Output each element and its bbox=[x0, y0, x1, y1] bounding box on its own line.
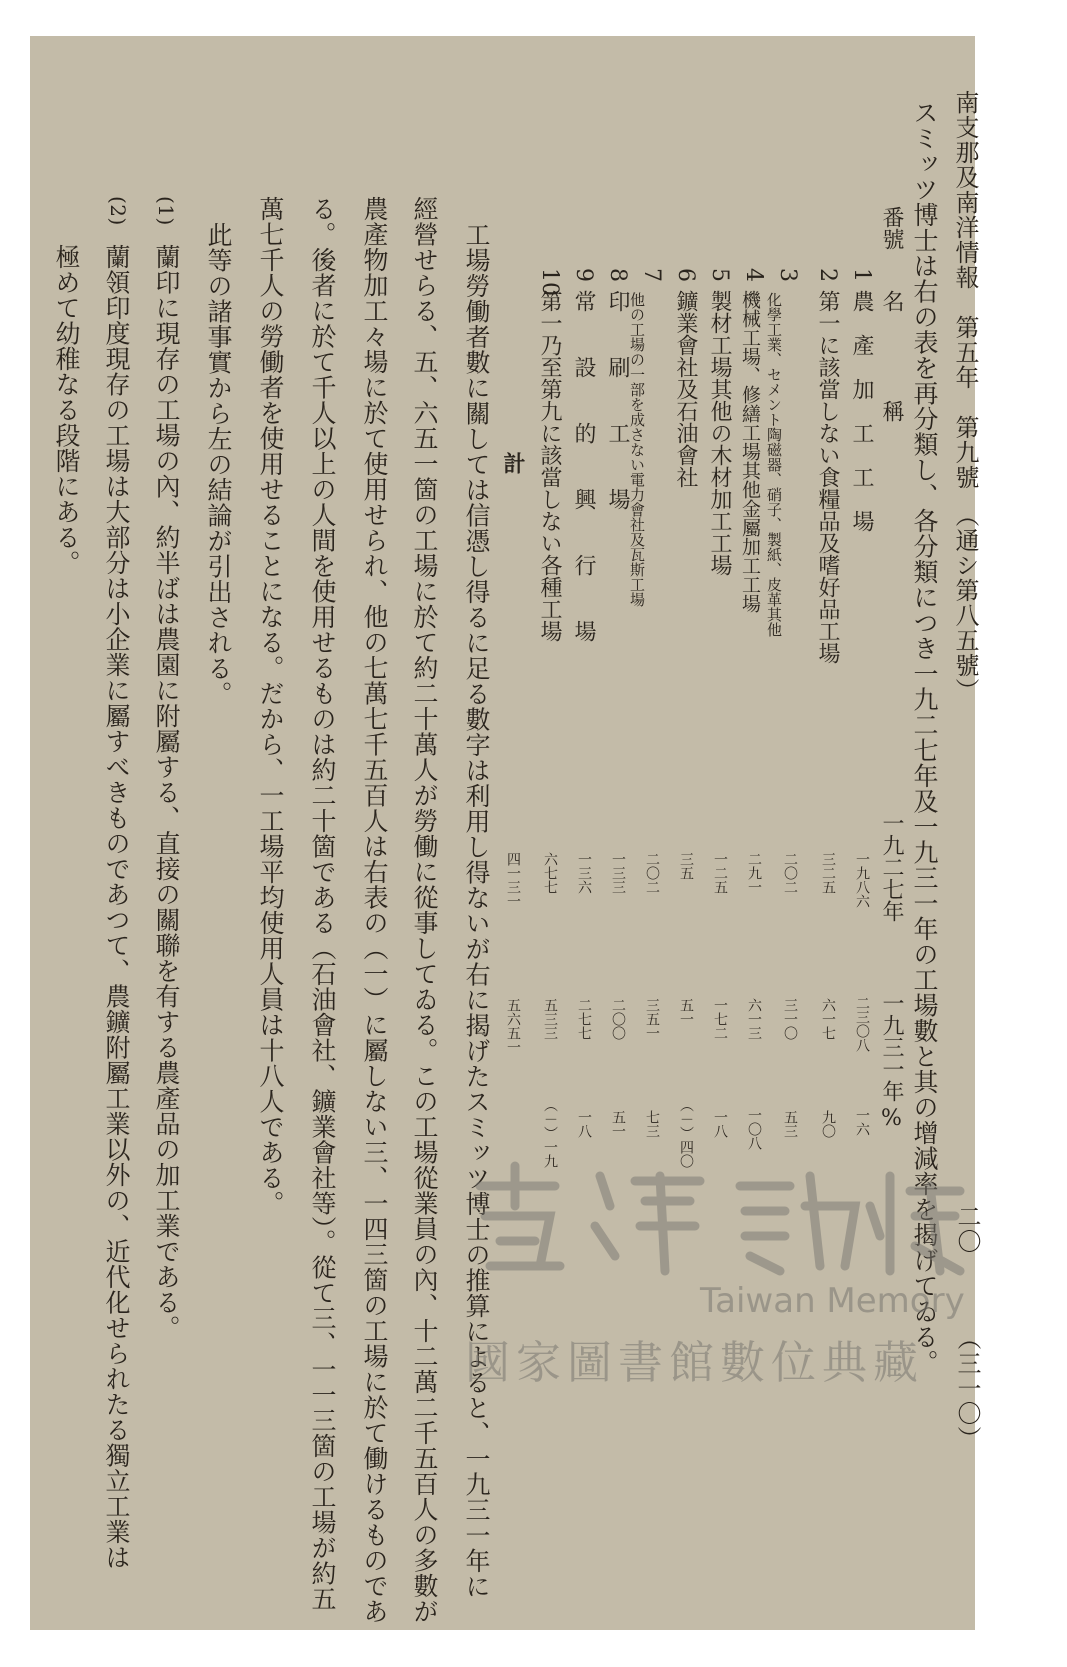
row-5-no: 5 bbox=[707, 268, 732, 282]
row-9-pct: 一八 bbox=[576, 1110, 592, 1138]
row-8-1927: 一三三 bbox=[610, 852, 626, 894]
row-2-no: 2 bbox=[815, 268, 840, 282]
page-number: 二〇 bbox=[953, 1204, 981, 1254]
row-3-no: 3 bbox=[775, 268, 800, 282]
row-7-name: 他の工場の一部を成さない電力會社及瓦斯工場 bbox=[628, 292, 646, 607]
row-10-1927: 六七七 bbox=[542, 852, 558, 894]
row-7-1927: 二〇二 bbox=[644, 852, 660, 894]
row-9-name: 常 設 的 興 行 場 bbox=[571, 290, 596, 642]
row-8-1931: 二〇〇 bbox=[610, 998, 626, 1040]
watermark-subtitle: Taiwan Memory bbox=[700, 1281, 965, 1321]
row-2-1931: 六一七 bbox=[820, 998, 836, 1040]
row-7-no: 7 bbox=[639, 268, 664, 282]
row-10-1931: 五三三 bbox=[542, 998, 558, 1040]
row-7-1931: 三五一 bbox=[644, 998, 660, 1040]
row-1-no: 1 bbox=[849, 268, 874, 282]
row-1-name: 農 產 加 工 工 場 bbox=[849, 290, 874, 532]
row-6-pct: （－）四〇 bbox=[678, 1098, 694, 1168]
paragraph-line-2: 經營せらる、五、六五一箇の工場に於て約二十萬人が勞働に從事してゐる。この工場從業員の內、十二萬二千五百人の多數が bbox=[410, 196, 439, 1624]
row-3-name: 化學工業、セメント陶磁器、硝子、製紙、皮革其他 bbox=[765, 292, 783, 637]
conclusion-2-cont: 極めて幼稚なる段階にある。 bbox=[52, 244, 81, 576]
row-2-1927: 三二五 bbox=[820, 852, 836, 894]
intro-text: スミッツ博士は右の表を再分類し、各分類につき一九二七年及一九三一年の工場數と其の增減率を揭げてゐる。 bbox=[910, 100, 939, 1375]
row-9-no: 9 bbox=[571, 268, 596, 282]
conclusion-2-text: 蘭領印度現存の工場は大部分は小企業に屬すべきものであつて、農鑛附屬工業以外の、近代化せられたる獨立工業は bbox=[102, 244, 131, 1570]
row-3-1931: 三一〇 bbox=[782, 998, 798, 1040]
row-10-pct: （－）一九 bbox=[542, 1098, 558, 1168]
total-1931: 五六五一 bbox=[505, 998, 521, 1054]
taiwan-memory-logo-icon bbox=[460, 1146, 970, 1286]
paragraph-line-4: る。後者に於て千人以上の人間を使用せるものは約二十箇である（石油會社、鑛業會社等）。從て三、一一三箇の工場が約五 bbox=[308, 196, 337, 1612]
row-4-pct: 一〇八 bbox=[746, 1108, 762, 1150]
row-3-1927: 二〇二 bbox=[782, 852, 798, 894]
table-header-1927: 一九二七年 bbox=[879, 812, 904, 922]
page-number-paren: （三一〇） bbox=[953, 1326, 981, 1451]
conclusion-1-label: (1) bbox=[154, 196, 178, 226]
table-header-pct: % bbox=[879, 1106, 904, 1131]
total-1927: 四一三一 bbox=[505, 852, 521, 908]
row-1-pct: 一六 bbox=[854, 1108, 870, 1136]
row-3-pct: 五三 bbox=[782, 1110, 798, 1138]
row-10-name: 第一乃至第九に該當しない各種工場 bbox=[537, 290, 562, 642]
conclusion-2-label: (2) bbox=[106, 196, 130, 226]
row-8-name: 印 刷 工 場 bbox=[605, 290, 630, 510]
row-6-1927: 三五 bbox=[678, 852, 694, 880]
journal-header: 南支那及南洋情報 第五年 第九號 （通シ第八五號） bbox=[951, 90, 979, 703]
row-4-name: 機械工場、修繕工場其他金屬加工工場 bbox=[739, 290, 761, 613]
row-2-name: 第一に該當しない食糧品及嗜好品工場 bbox=[815, 290, 840, 664]
row-4-1931: 六一三 bbox=[746, 998, 762, 1040]
row-7-pct: 七三 bbox=[644, 1110, 660, 1138]
watermark-title: 國家圖書館數位典藏 bbox=[465, 1336, 925, 1389]
paragraph-line-3: 農產物加工々場に於て使用せられ、他の七萬七千五百人は右表の（一）に屬しない三、一四三箇の工場に於て働けるものであ bbox=[360, 196, 389, 1624]
row-8-pct: 五一 bbox=[610, 1110, 626, 1138]
row-1-1931: 二三〇八 bbox=[854, 996, 870, 1052]
row-1-1927: 一九八六 bbox=[854, 852, 870, 908]
row-4-1927: 二九一 bbox=[746, 852, 762, 894]
row-10-no: 10 bbox=[537, 268, 562, 296]
row-2-pct: 九〇 bbox=[820, 1110, 836, 1138]
paragraph-line-1: 工場勞働者數に關しては信憑し得るに足る數字は利用し得ないが右に揭げたスミッツ博士の推算によると、一九三一年に bbox=[462, 222, 491, 1599]
row-6-no: 6 bbox=[673, 268, 698, 282]
row-6-1931: 五一 bbox=[678, 998, 694, 1026]
table-header-no: 番號 bbox=[879, 206, 904, 250]
row-4-no: 4 bbox=[741, 268, 766, 282]
row-5-name: 製材工場其他の木材加工工場 bbox=[707, 290, 732, 576]
row-9-1927: 一三六 bbox=[576, 852, 592, 894]
row-5-1931: 一七二 bbox=[712, 998, 728, 1040]
table-header-name: 名 稱 bbox=[879, 290, 904, 422]
conclusion-1-text: 蘭印に現存の工場の內、約半ばは農園に附屬する、直接の關聯を有する農產品の加工業である。 bbox=[152, 244, 181, 1341]
taiwan-memory-watermark bbox=[460, 1146, 970, 1389]
paragraph-line-6: 此等の諸事實から左の結論が引出される。 bbox=[204, 222, 233, 707]
row-5-pct: 一八 bbox=[712, 1110, 728, 1138]
table-header-1931: 一九三一年 bbox=[879, 992, 904, 1102]
row-8-no: 8 bbox=[605, 268, 630, 282]
total-label: 計 bbox=[500, 452, 526, 474]
paragraph-line-5: 萬七千人の勞働者を使用せることになる。だから、一工場平均使用人員は十八人である。 bbox=[256, 196, 285, 1216]
row-9-1931: 二七七 bbox=[576, 998, 592, 1040]
document-page bbox=[30, 36, 981, 1630]
row-5-1927: 一二五 bbox=[712, 852, 728, 894]
row-6-name: 鑛業會社及石油會社 bbox=[673, 290, 698, 488]
